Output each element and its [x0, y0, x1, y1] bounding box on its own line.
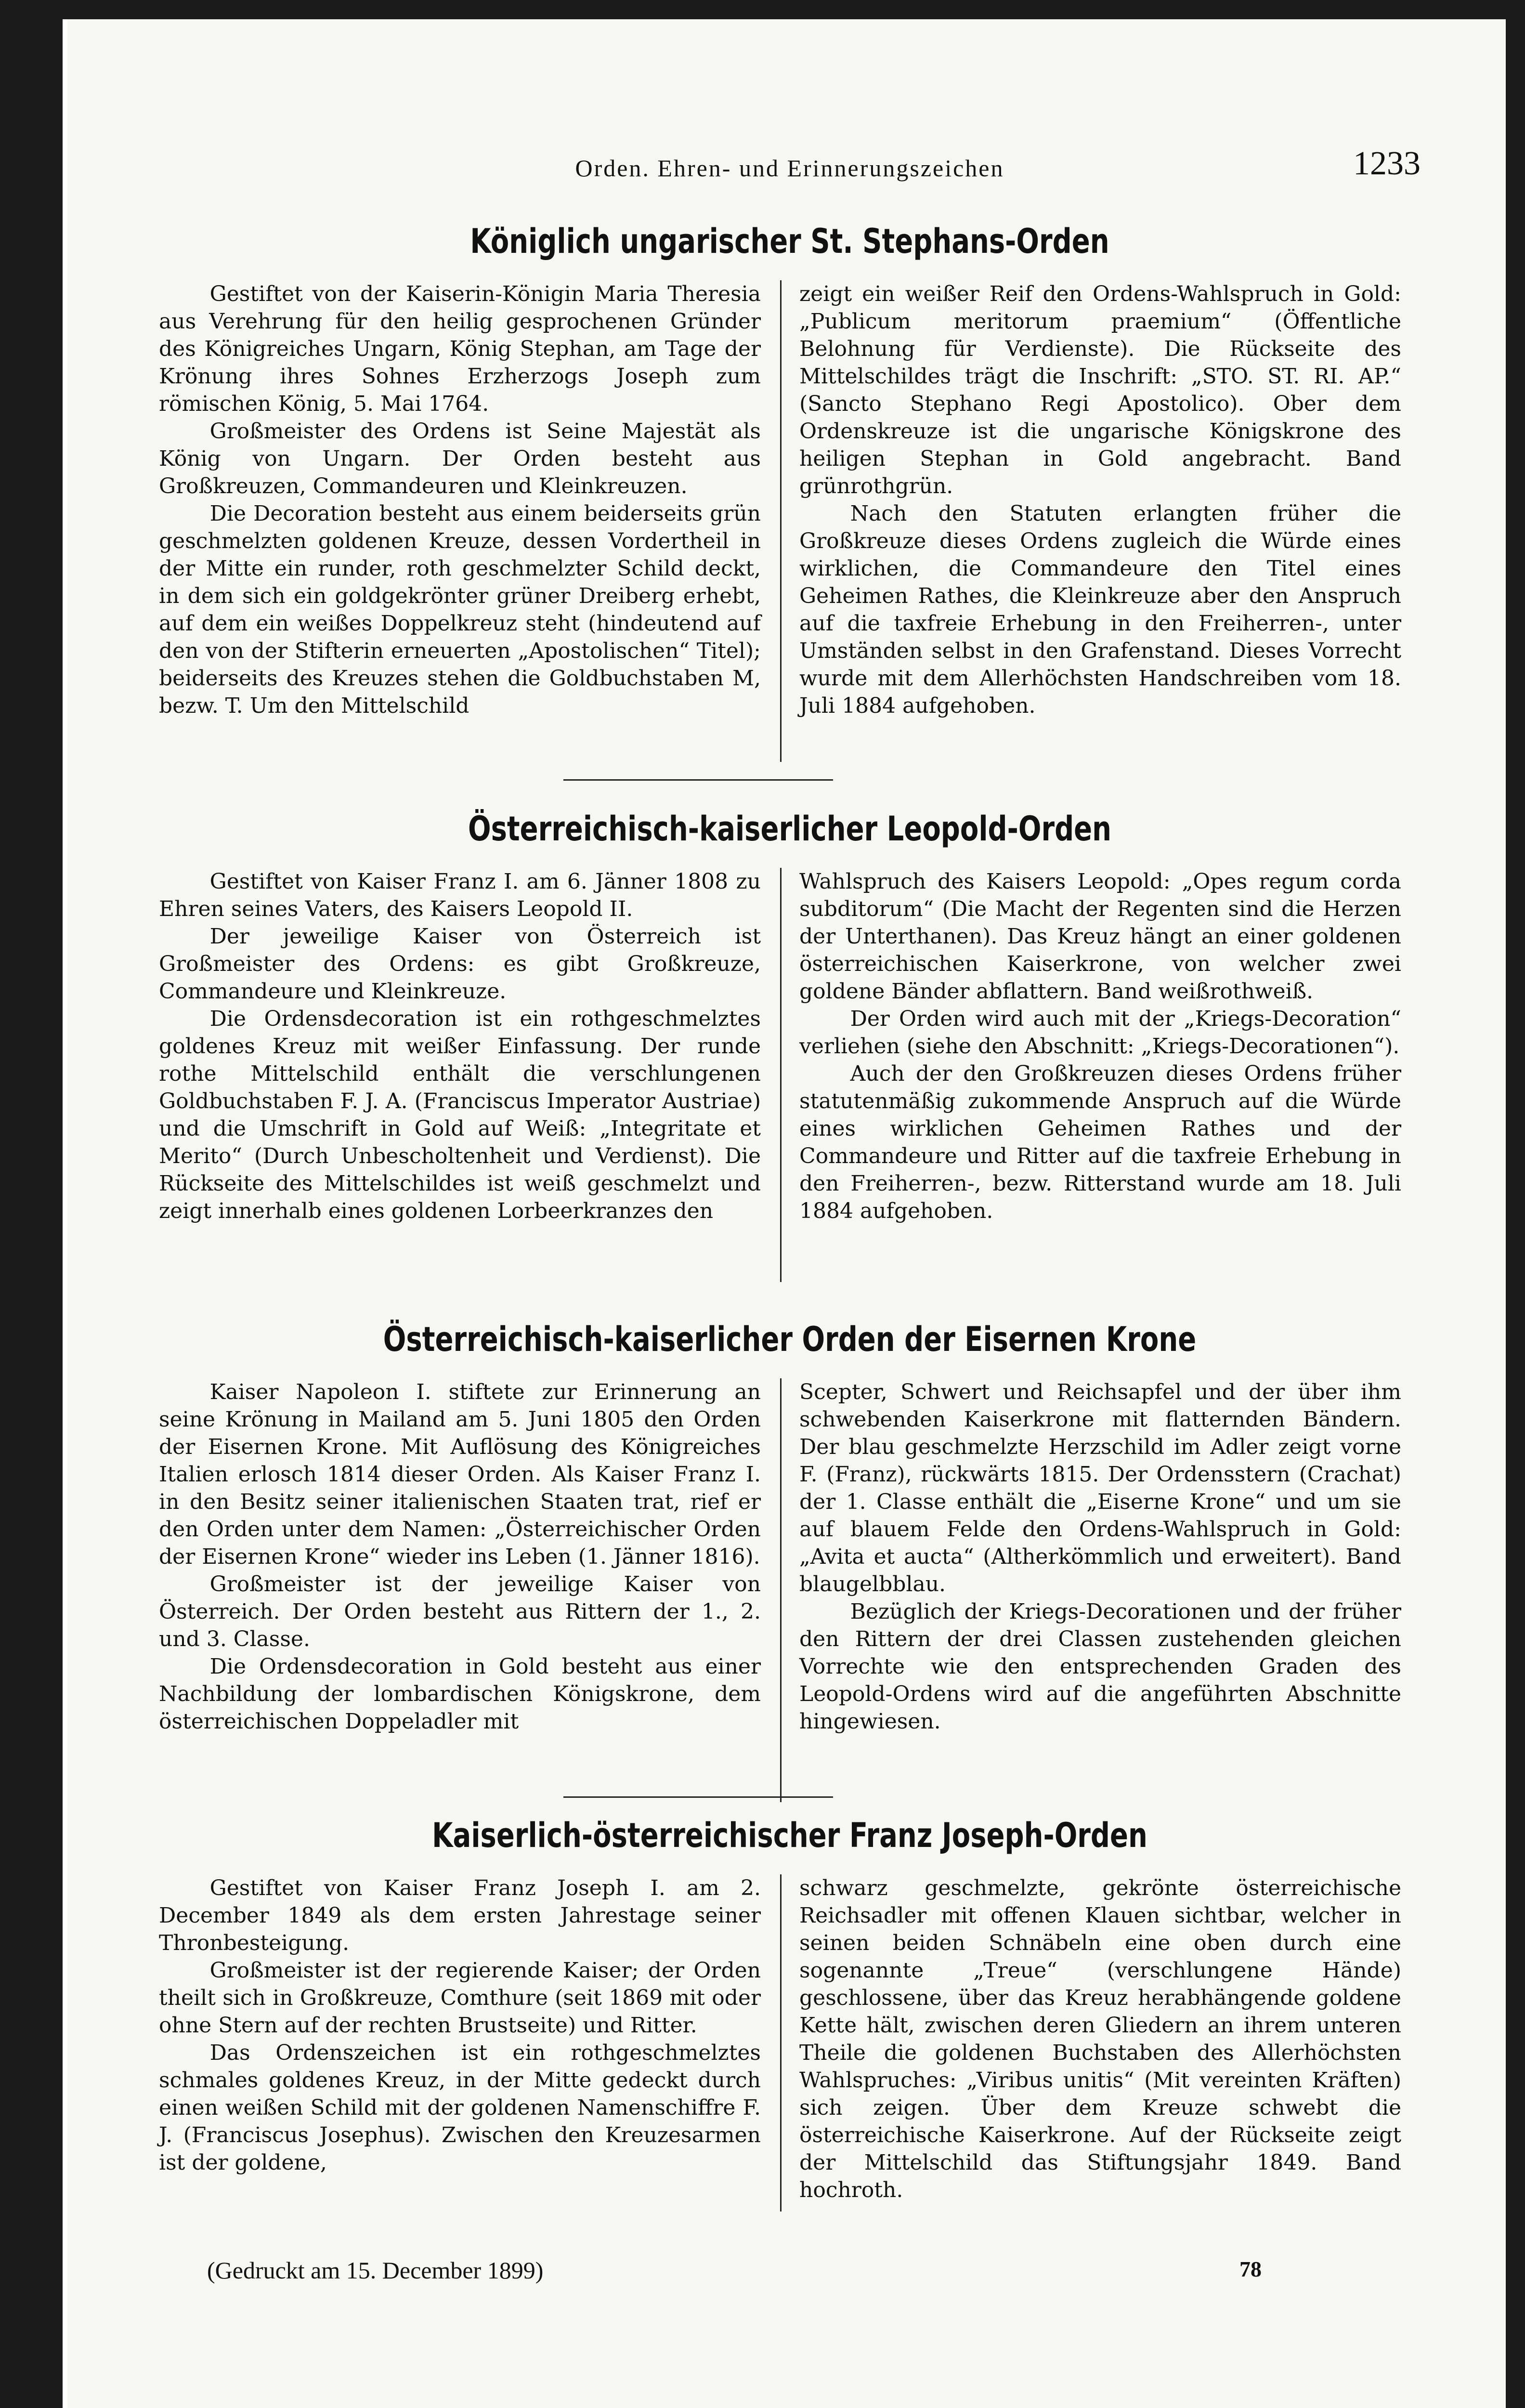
sheet-number: 78 — [1239, 2257, 1262, 2281]
paragraph: Gestiftet von der Kaiserin-Königin Maria Theresia aus Verehrung für den heilig gesprochenen Gründer des Königreiches Ungarn, König Stephan, am Tage der Krönung ihres Sohnes Erzherzogs Joseph zum römischen König, 5. Mai 1764. — [159, 282, 761, 416]
section-separator — [563, 779, 833, 781]
paragraph: Gestiftet von Kaiser Franz I. am 6. Jänner 1808 zu Ehren seines Vaters, des Kaisers Leopold II. — [159, 869, 761, 921]
paragraph: Wahlspruch des Kaisers Leopold: „Opes regum corda subditorum“ (Die Macht der Regenten sind die Herzen der Unterthanen). Das Kreuz hängt an einer goldenen österreichischen Kaiserkrone, von welcher zwei goldene Bänder abflattern. Band weißrothweiß. — [799, 869, 1401, 1004]
left-column — [159, 1874, 761, 2176]
paragraph: zeigt ein weißer Reif den Ordens-Wahlspruch in Gold: „Publicum meritorum praemium“ (Öffentliche Belohnung für Verdienste). Die Rückseite des Mittelschildes trägt die Inschrift: „STO. ST. RI. AP.“ (Sancto Stephano Regi Apostolico). Ober dem Ordenskreuze ist die ungarische Königskrone des heiligen Stephan in Gold angebracht. Band grünrothgrün. — [799, 282, 1401, 498]
section-title: Kaiserlich-österreichischer Franz Joseph-Orden — [432, 1816, 1147, 1855]
right-column — [799, 868, 1401, 1225]
right-column — [799, 1378, 1401, 1735]
paragraph: Das Ordenszeichen ist ein rothgeschmelztes schmales goldenes Kreuz, in der Mitte gedeckt durch einen weißen Schild mit der goldenen Namenschiffre F. J. (Franciscus Josephus). Zwischen den Kreuzesarmen ist der goldene, — [159, 2041, 761, 2175]
running-title: Orden. Ehren- und Erinnerungszeichen — [575, 155, 1004, 182]
paragraph: Auch der den Großkreuzen dieses Ordens früher statutenmäßig zukommende Anspruch auf die Würde eines wirklichen Geheimen Rathes und der Commandeure und Ritter auf die taxfreie Erhebung in den Freiherren-, bezw. Ritterstand wurde am 18. Juli 1884 aufgehoben. — [799, 1061, 1401, 1223]
column-rule — [780, 280, 782, 762]
page-number: 1233 — [1353, 145, 1421, 182]
section-title: Österreichisch-kaiserlicher Leopold-Orden — [468, 809, 1112, 849]
paragraph: Kaiser Napoleon I. stiftete zur Erinnerung an seine Krönung in Mailand am 5. Juni 1805 den Orden der Eisernen Krone. Mit Auflösung des Königreiches Italien erlosch 1814 dieser Orden. Als Kaiser Franz I. in den Besitz seiner italienischen Staaten trat, rief er den Orden unter dem Namen: „Österreichischer Orden der Eisernen Krone“ wieder ins Leben (1. Jänner 1816). — [159, 1380, 761, 1569]
section-title: Österreichisch-kaiserlicher Orden der Eisernen Krone — [383, 1320, 1197, 1359]
page — [67, 19, 1505, 2408]
scan-border-top — [0, 0, 1525, 19]
paragraph: Großmeister ist der regierende Kaiser; der Orden theilt sich in Großkreuze, Comthure (seit 1869 mit oder ohne Stern auf der rechten Brustseite) und Ritter. — [159, 1958, 761, 2038]
section-title: Königlich ungarischer St. Stephans-Orden — [470, 222, 1109, 261]
paragraph: Scepter, Schwert und Reichsapfel und der über ihm schwebenden Kaiserkrone mit flatternden Bändern. Der blau geschmelzte Herzschild im Adler zeigt vorne F. (Franz), rückwärts 1815. Der Ordensstern (Crachat) der 1. Classe enthält die „Eiserne Krone“ und um sie auf blauem Felde den Ordens-Wahlspruch in Gold: „Avita et aucta“ (Altherkömmlich und erweitert). Band blaugelbblau. — [799, 1380, 1401, 1597]
column-rule — [780, 1874, 782, 2212]
paragraph: schwarz geschmelzte, gekrönte österreichische Reichsadler mit offenen Klauen sichtbar, welcher in seinen beiden Schnäbeln eine oben durch eine sogenannte „Treue“ (verschlungene Hände) geschlossene, über das Kreuz herabhängende goldene Kette hält, zwischen deren Gliedern an ihrem unteren Theile die goldenen Buchstaben des Allerhöchsten Wahlspruches: „Viribus unitis“ (Mit vereinten Kräften) sich zeigen. Über dem Kreuze schwebt die österreichische Kaiserkrone. Auf der Rückseite zeigt der Mittelschild das Stiftungsjahr 1849. Band hochroth. — [799, 1876, 1401, 2202]
paragraph: Großmeister des Ordens ist Seine Majestät als König von Ungarn. Der Orden besteht aus Großkreuzen, Commandeuren und Kleinkreuzen. — [159, 419, 761, 498]
right-column — [799, 280, 1401, 720]
column-rule — [780, 1378, 782, 1802]
paragraph: Der Orden wird auch mit der „Kriegs-Decoration“ verliehen (siehe den Abschnitt: „Kriegs-Decorationen“). — [799, 1007, 1401, 1059]
paragraph: Die Ordensdecoration ist ein rothgeschmelztes goldenes Kreuz mit weißer Einfassung. Der runde rothe Mittelschild enthält die verschlungenen Goldbuchstaben F. J. A. (Franciscus Imperator Austriae) und die Umschrift in Gold auf Weiß: „Integritate et Merito“ (Durch Unbescholtenheit und Verdienst). Die Rückseite des Mittelschildes ist weiß geschmelzt und zeigt innerhalb eines goldenen Lorbeerkranzes den — [159, 1007, 761, 1223]
paragraph: Nach den Statuten erlangten früher die Großkreuze dieses Ordens zugleich die Würde eines wirklichen, die Commandeure den Titel eines Geheimen Rathes, die Kleinkreuze aber den Anspruch auf die taxfreie Erhebung in den Freiherren-, unter Umständen selbst in den Grafenstand. Dieses Vorrecht wurde mit dem Allerhöchsten Handschreiben vom 18. Juli 1884 aufgehoben. — [799, 501, 1401, 718]
section-leopold-orden — [159, 809, 1421, 1223]
paragraph: Die Ordensdecoration in Gold besteht aus einer Nachbildung der lombardischen Königskrone, dem österreichischen Doppeladler mit — [159, 1654, 761, 1734]
left-column — [159, 868, 761, 1225]
paragraph: Großmeister ist der jeweilige Kaiser von Österreich. Der Orden besteht aus Rittern der 1., 2. und 3. Classe. — [159, 1572, 761, 1651]
left-column — [159, 280, 761, 720]
right-column — [799, 1874, 1401, 2204]
scan-border-left — [0, 0, 63, 2408]
page-footer — [159, 2256, 1421, 2290]
print-date: (Gedruckt am 15. December 1899) — [207, 2257, 544, 2284]
section-separator — [563, 1796, 833, 1798]
paragraph: Bezüglich der Kriegs-Decorationen und der früher den Rittern der drei Classen zustehenden gleichen Vorrechte wie den entsprechenden Graden des Leopold-Ordens wird auf die angeführten Abschnitte hingewiesen. — [799, 1599, 1401, 1734]
left-column — [159, 1378, 761, 1735]
column-rule — [780, 868, 782, 1282]
running-header — [159, 144, 1421, 193]
section-franz-joseph-orden — [159, 1816, 1421, 2202]
paragraph: Die Decoration besteht aus einem beiderseits grün geschmelzten goldenen Kreuze, dessen Vordertheil in der Mitte ein runder, roth geschmelzter Schild deckt, in dem sich ein goldgekrönter grüner Dreiberg erhebt, auf dem ein weißes Doppelkreuz steht (hindeutend auf den von der Stifterin erneuerten „Apostolischen“ Titel); beiderseits des Kreuzes stehen die Goldbuchstaben M, bezw. T. Um den Mittelschild — [159, 501, 761, 718]
paragraph: Gestiftet von Kaiser Franz Joseph I. am 2. December 1849 als dem ersten Jahrestage seiner Thronbesteigung. — [159, 1876, 761, 1955]
paragraph: Der jeweilige Kaiser von Österreich ist Großmeister des Ordens: es gibt Großkreuze, Commandeure und Kleinkreuze. — [159, 924, 761, 1004]
section-stephans-orden — [159, 222, 1421, 718]
scan-border-right — [1506, 0, 1525, 2408]
section-eiserne-krone — [159, 1320, 1421, 1734]
